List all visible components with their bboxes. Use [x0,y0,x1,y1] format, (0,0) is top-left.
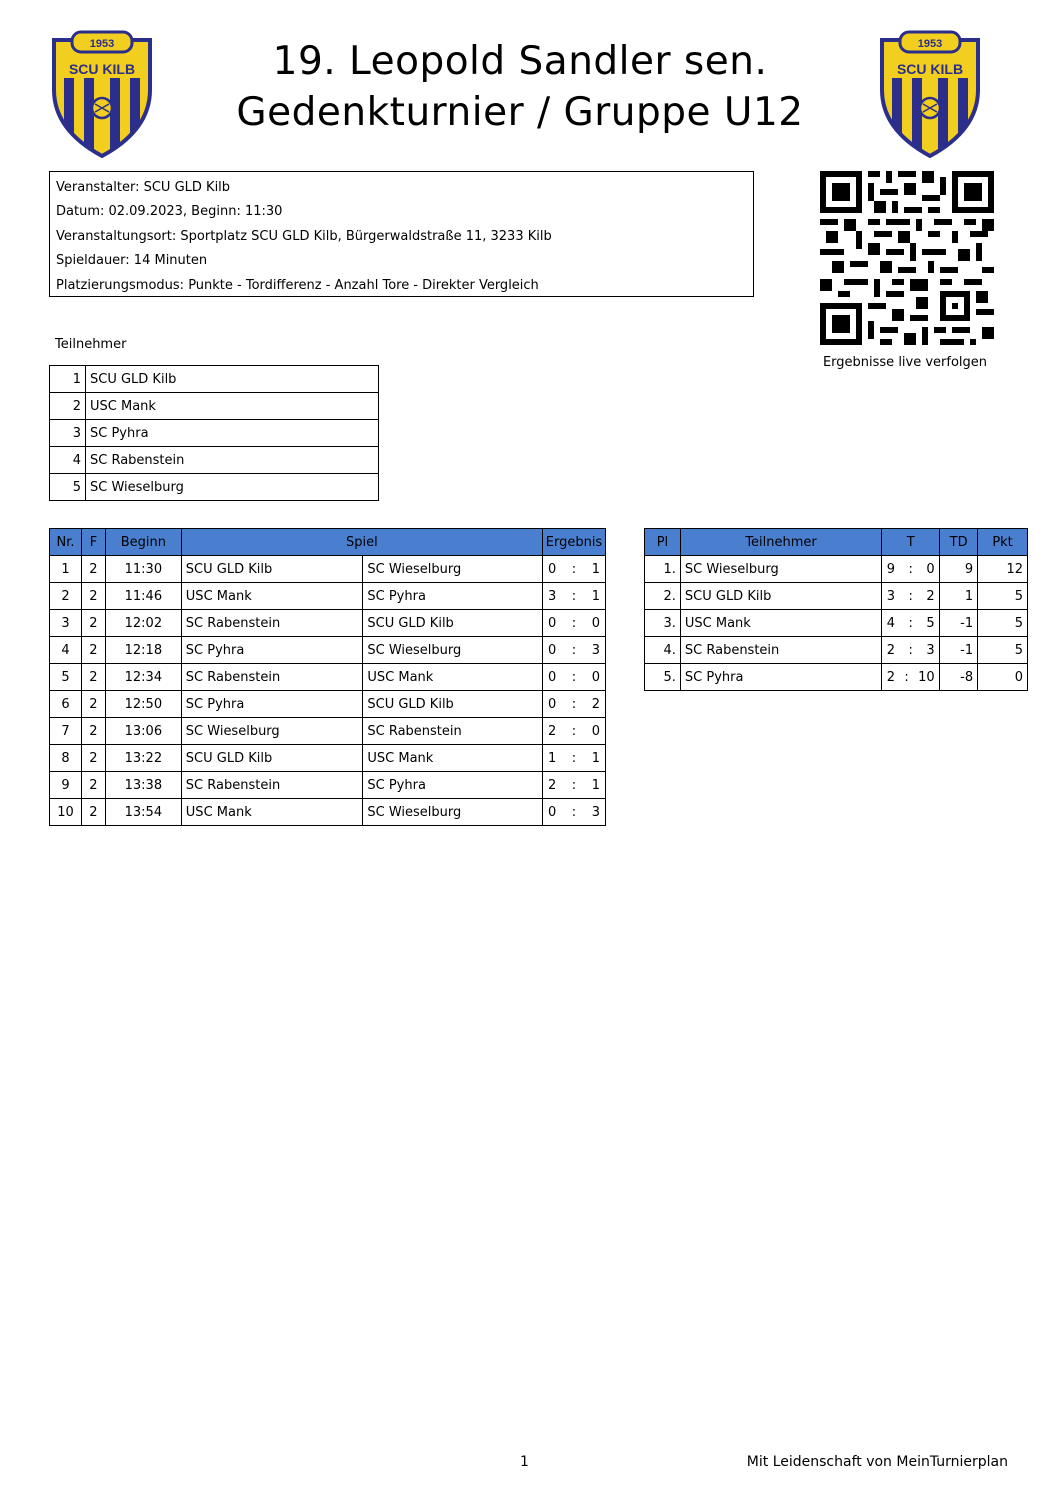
table-row [50,393,379,420]
home-goals: 0 [547,561,557,577]
score-separator: : [571,669,577,685]
table-row [50,745,606,772]
table-row [50,637,606,664]
goals-for: 3 [886,588,895,604]
goals-against: 5 [926,615,935,631]
game-field: 2 [81,772,105,799]
goals-against: 0 [926,561,935,577]
participant-name: SC Rabenstein [86,447,379,474]
table-row [50,772,606,799]
qr-caption: Ergebnisse live verfolgen [822,355,988,370]
game-result [542,772,605,799]
qr-code-icon[interactable] [820,171,994,345]
standing-place: 1. [645,556,681,583]
game-nr: 10 [50,799,82,826]
header-result: Ergebnis [542,529,605,556]
page-number: 1 [520,1454,529,1470]
game-result [542,610,605,637]
game-nr: 1 [50,556,82,583]
table-row [645,583,1028,610]
participant-name: SC Wieselburg [86,474,379,501]
standing-goals [882,610,940,637]
game-away-team: USC Mank [363,745,543,772]
title-line-2: Gedenkturnier / Gruppe U12 [236,90,804,135]
title-line-1: 19. Leopold Sandler sen. [272,39,768,84]
standing-team: SC Wieselburg [680,556,881,583]
table-row [645,610,1028,637]
game-start: 13:54 [105,799,181,826]
home-goals: 2 [547,723,557,739]
score-separator: : [571,696,577,712]
info-ranking-mode: Platzierungsmodus: Punkte - Tordifferenz - Anzahl Tore - Direkter Vergleich [56,277,539,293]
game-field: 2 [81,610,105,637]
goals-separator: : [908,588,913,604]
game-start: 13:38 [105,772,181,799]
standing-points: 5 [978,583,1028,610]
score-separator: : [571,588,577,604]
game-field: 2 [81,556,105,583]
info-duration: Spieldauer: 14 Minuten [56,253,208,269]
game-home-team: SC Pyhra [181,691,363,718]
table-row [645,637,1028,664]
game-home-team: SCU GLD Kilb [181,745,363,772]
goals-against: 3 [926,642,935,658]
table-row [50,474,379,501]
table-row [50,610,606,637]
standing-points: 5 [978,637,1028,664]
standing-goal-diff: 1 [940,583,978,610]
game-start: 11:46 [105,583,181,610]
away-goals: 3 [591,804,600,820]
games-table [49,528,606,826]
score-separator: : [571,804,577,820]
game-start: 13:22 [105,745,181,772]
game-nr: 6 [50,691,82,718]
home-goals: 0 [547,804,557,820]
standing-team: SC Pyhra [680,664,881,691]
table-row [50,447,379,474]
header-team: Teilnehmer [680,529,881,556]
standing-goals [882,664,940,691]
away-goals: 1 [591,750,600,766]
away-goals: 3 [591,642,600,658]
game-away-team: USC Mank [363,664,543,691]
standing-goals [882,583,940,610]
away-goals: 2 [591,696,600,712]
standing-goals [882,556,940,583]
game-start: 13:06 [105,718,181,745]
info-date: Datum: 02.09.2023, Beginn: 11:30 [56,204,283,220]
participants-table [49,365,379,501]
game-start: 12:34 [105,664,181,691]
away-goals: 0 [591,615,600,631]
game-result [542,556,605,583]
goals-against: 2 [926,588,935,604]
table-row [645,664,1028,691]
game-result [542,718,605,745]
event-info-box [49,171,754,297]
header-nr: Nr. [50,529,82,556]
standing-goal-diff: -1 [940,637,978,664]
footer-credit: Mit Leidenschaft von MeinTurnierplan [746,1454,1008,1470]
game-field: 2 [81,583,105,610]
game-nr: 4 [50,637,82,664]
game-start: 12:50 [105,691,181,718]
goals-separator: : [908,561,913,577]
game-home-team: SC Rabenstein [181,610,363,637]
club-logo-right [878,30,982,158]
header-place: Pl [645,529,681,556]
participant-name: SCU GLD Kilb [86,366,379,393]
game-away-team: SCU GLD Kilb [363,691,543,718]
table-row [50,556,606,583]
participants-heading: Teilnehmer [55,337,127,352]
game-result [542,799,605,826]
game-field: 2 [81,637,105,664]
goals-for: 9 [886,561,895,577]
info-venue: Veranstaltungsort: Sportplatz SCU GLD Kilb, Bürgerwaldstraße 11, 3233 Kilb [56,228,552,244]
game-result [542,583,605,610]
table-row [645,556,1028,583]
score-separator: : [571,642,577,658]
page-title [170,36,870,138]
game-home-team: USC Mank [181,799,363,826]
participant-number: 3 [50,420,86,447]
table-row [50,664,606,691]
header-points: Pkt [978,529,1028,556]
logo-text: SCU KILB [68,61,136,77]
game-start: 12:18 [105,637,181,664]
standing-team: SCU GLD Kilb [680,583,881,610]
score-separator: : [571,561,577,577]
game-field: 2 [81,691,105,718]
goals-separator: : [904,669,909,685]
game-nr: 9 [50,772,82,799]
score-separator: : [571,723,577,739]
game-result [542,691,605,718]
game-home-team: SC Rabenstein [181,664,363,691]
header-f: F [81,529,105,556]
logo-text: SCU KILB [896,61,964,77]
game-result [542,745,605,772]
game-nr: 3 [50,610,82,637]
table-row [50,691,606,718]
standing-place: 3. [645,610,681,637]
game-home-team: USC Mank [181,583,363,610]
table-header-row [645,529,1028,556]
game-home-team: SC Wieselburg [181,718,363,745]
participant-number: 4 [50,447,86,474]
away-goals: 1 [591,777,600,793]
score-separator: : [571,615,577,631]
logo-year: 1953 [89,38,115,50]
game-result [542,664,605,691]
home-goals: 0 [547,669,557,685]
away-goals: 0 [591,669,600,685]
table-row [50,366,379,393]
goals-for: 2 [886,642,895,658]
standings-table [644,528,1028,691]
participant-name: SC Pyhra [86,420,379,447]
game-away-team: SC Wieselburg [363,556,543,583]
home-goals: 0 [547,615,557,631]
standing-place: 2. [645,583,681,610]
participant-number: 2 [50,393,86,420]
standing-team: USC Mank [680,610,881,637]
game-nr: 2 [50,583,82,610]
standing-place: 5. [645,664,681,691]
standing-points: 5 [978,610,1028,637]
away-goals: 1 [591,561,600,577]
game-nr: 5 [50,664,82,691]
game-result [542,637,605,664]
info-organizer: Veranstalter: SCU GLD Kilb [56,180,231,195]
table-row [50,799,606,826]
game-away-team: SC Pyhra [363,583,543,610]
game-field: 2 [81,799,105,826]
participant-name: USC Mank [86,393,379,420]
goals-for: 2 [886,669,895,685]
standing-goal-diff: -8 [940,664,978,691]
game-home-team: SC Rabenstein [181,772,363,799]
goals-separator: : [908,615,913,631]
home-goals: 2 [547,777,557,793]
away-goals: 1 [591,588,600,604]
away-goals: 0 [591,723,600,739]
game-home-team: SC Pyhra [181,637,363,664]
game-away-team: SC Pyhra [363,772,543,799]
game-away-team: SC Rabenstein [363,718,543,745]
game-start: 11:30 [105,556,181,583]
game-away-team: SCU GLD Kilb [363,610,543,637]
logo-year: 1953 [917,38,943,50]
table-row [50,718,606,745]
standing-goal-diff: 9 [940,556,978,583]
home-goals: 0 [547,696,557,712]
game-away-team: SC Wieselburg [363,799,543,826]
game-away-team: SC Wieselburg [363,637,543,664]
home-goals: 3 [547,588,557,604]
standing-goals [882,637,940,664]
goals-for: 4 [886,615,895,631]
header-start: Beginn [105,529,181,556]
standing-points: 0 [978,664,1028,691]
game-field: 2 [81,745,105,772]
game-nr: 8 [50,745,82,772]
standing-place: 4. [645,637,681,664]
standing-team: SC Rabenstein [680,637,881,664]
header-game: Spiel [181,529,542,556]
club-logo-left [50,30,154,158]
participant-number: 1 [50,366,86,393]
standing-points: 12 [978,556,1028,583]
standing-goal-diff: -1 [940,610,978,637]
header-goal-diff: TD [940,529,978,556]
game-start: 12:02 [105,610,181,637]
home-goals: 1 [547,750,557,766]
score-separator: : [571,777,577,793]
participant-number: 5 [50,474,86,501]
game-home-team: SCU GLD Kilb [181,556,363,583]
game-nr: 7 [50,718,82,745]
table-header-row [50,529,606,556]
goals-separator: : [908,642,913,658]
goals-against: 10 [918,669,935,685]
game-field: 2 [81,664,105,691]
table-row [50,420,379,447]
header-goals: T [882,529,940,556]
score-separator: : [571,750,577,766]
table-row [50,583,606,610]
game-field: 2 [81,718,105,745]
home-goals: 0 [547,642,557,658]
